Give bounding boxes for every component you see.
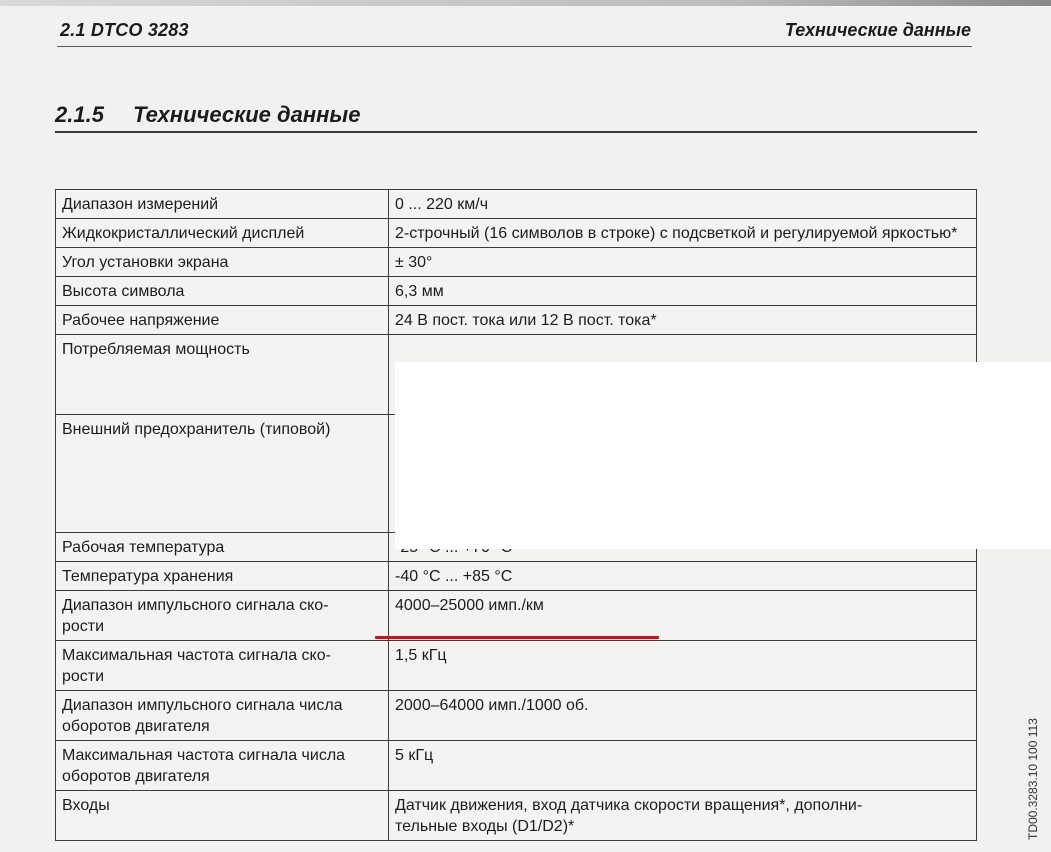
param-cell: Входы xyxy=(56,791,389,841)
red-underline-annotation xyxy=(375,636,659,639)
table-row xyxy=(56,591,977,641)
value-cell: 1,5 кГц xyxy=(389,641,977,691)
value-cell: -40 °C ... +85 °C xyxy=(389,562,977,591)
param-cell: Температура хранения xyxy=(56,562,389,591)
value-cell: Датчик движения, вход датчика скорости вращения*, дополни- тельные входы (D1/D2)* xyxy=(389,791,977,841)
param-cell: Диапазон импульсного сигнала числа оборотов двигателя xyxy=(56,691,389,741)
value-cell: 6,3 мм xyxy=(389,277,977,306)
document-code-text: TD00.3283.10 100 113 xyxy=(1026,718,1040,840)
document-code-vertical xyxy=(1024,700,1046,840)
table-row xyxy=(56,641,977,691)
param-cell: Максимальная частота сигнала числа оборотов двигателя xyxy=(56,741,389,791)
table-row xyxy=(56,691,977,741)
scan-top-edge xyxy=(0,0,1051,6)
value-cell: 0 ... 220 км/ч xyxy=(389,190,977,219)
table-row xyxy=(56,248,977,277)
value-cell: 2000–64000 имп./1000 об. xyxy=(389,691,977,741)
redaction-patch xyxy=(395,362,1051,549)
section-title: Технические данные xyxy=(133,102,361,127)
param-cell: Рабочее напряжение xyxy=(56,306,389,335)
param-cell: Угол установки экрана xyxy=(56,248,389,277)
table-row xyxy=(56,277,977,306)
param-cell: Потребляемая мощность xyxy=(56,335,389,415)
table-row xyxy=(56,791,977,841)
value-cell: 5 кГц xyxy=(389,741,977,791)
header-rule xyxy=(57,46,972,47)
param-cell: Максимальная частота сигнала ско- рости xyxy=(56,641,389,691)
value-cell: ± 30° xyxy=(389,248,977,277)
param-cell: Жидкокристаллический дисплей xyxy=(56,219,389,248)
param-cell: Высота символа xyxy=(56,277,389,306)
running-header-title: Технические данные xyxy=(784,20,971,40)
param-cell: Диапазон импульсного сигнала ско- рости xyxy=(56,591,389,641)
running-header-chapter: 2.1 DTCO 3283 xyxy=(60,20,189,40)
param-cell: Внешний предохранитель (типовой) xyxy=(56,415,389,533)
section-heading xyxy=(55,102,360,128)
value-cell: 24 В пост. тока или 12 В пост. тока* xyxy=(389,306,977,335)
section-rule xyxy=(55,131,977,133)
table-row xyxy=(56,306,977,335)
param-cell: Рабочая температура xyxy=(56,533,389,562)
table-row xyxy=(56,190,977,219)
value-cell: 2-строчный (16 символов в строке) с подсветкой и регулируемой яркостью* xyxy=(389,219,977,248)
value-cell: 4000–25000 имп./км xyxy=(389,591,977,641)
table-row xyxy=(56,741,977,791)
table-row xyxy=(56,562,977,591)
section-number: 2.1.5 xyxy=(55,102,104,127)
table-row xyxy=(56,219,977,248)
param-cell: Диапазон измерений xyxy=(56,190,389,219)
